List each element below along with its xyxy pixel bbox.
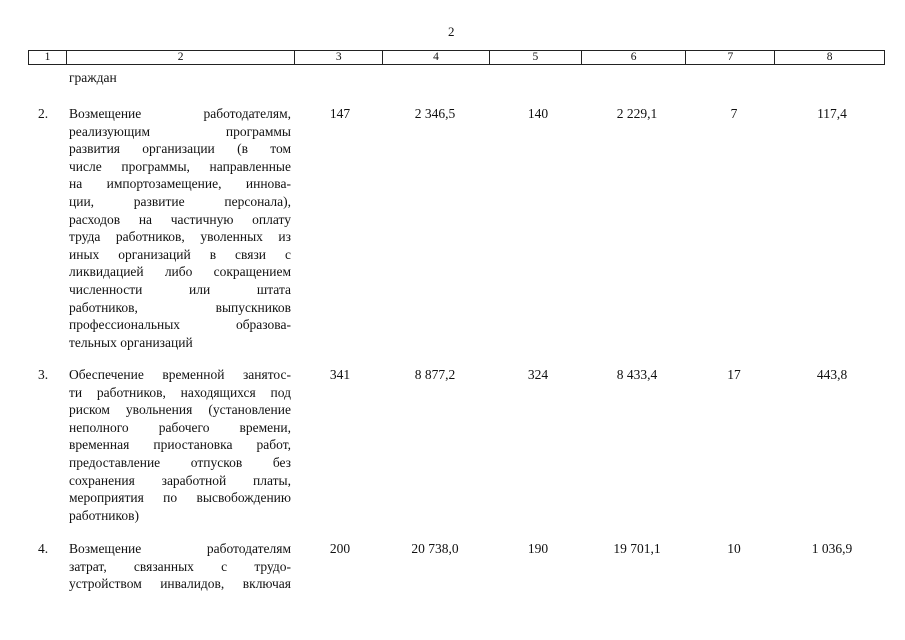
continuation-text: граждан (69, 70, 117, 85)
desc-line: развития организации (в том (69, 141, 291, 157)
page-number: 2 (448, 24, 455, 39)
row-description (69, 540, 291, 593)
desc-line: работников) (69, 507, 140, 523)
row-index: 2. (38, 106, 49, 121)
cell-col-8: 117,4 (817, 106, 847, 121)
header-col-7: 7 (686, 51, 775, 64)
desc-line: Возмещение работодателям, (69, 106, 291, 121)
cell-col-4: 2 346,5 (414, 106, 456, 121)
desc-line: затрат, связанных с трудо- (69, 558, 291, 574)
cell-col-8: 443,8 (816, 367, 848, 382)
desc-line: профессиональных образова- (69, 317, 291, 333)
desc-line: тельных организаций (69, 334, 193, 350)
desc-line: ликвидацией либо сокращением (69, 264, 291, 280)
desc-line: временная приостановка работ, (69, 437, 291, 453)
row-description (69, 105, 291, 351)
cell-col-3: 200 (329, 541, 351, 556)
cell-col-4: 20 738,0 (411, 541, 459, 556)
desc-line: Обеспечение временной занятос- (69, 367, 291, 382)
desc-line: ции, развитие персонала), (69, 193, 291, 209)
cell-col-8: 1 036,9 (811, 541, 853, 556)
table-header-row (28, 50, 885, 65)
cell-col-3: 341 (329, 367, 351, 382)
desc-line: предоставление отпусков без (69, 454, 291, 470)
header-col-3: 3 (295, 51, 383, 64)
cell-col-3: 147 (329, 106, 351, 121)
cell-col-5: 140 (527, 106, 549, 121)
desc-line: реализующим программы (69, 123, 291, 139)
desc-line: мероприятия по высвобождению (69, 490, 291, 506)
header-col-4: 4 (383, 51, 490, 64)
cell-col-6: 19 701,1 (613, 541, 661, 556)
cell-col-7: 10 (727, 541, 741, 556)
header-col-5: 5 (490, 51, 582, 64)
desc-line: иных организаций в связи с (69, 246, 291, 262)
cell-col-4: 8 877,2 (414, 367, 456, 382)
row-description (69, 366, 291, 524)
row-index: 3. (38, 367, 49, 382)
desc-line: сохранения заработной платы, (69, 472, 291, 488)
desc-line: расходов на частичную оплату (69, 211, 291, 227)
row-index: 4. (38, 541, 49, 556)
cell-col-5: 324 (527, 367, 549, 382)
cell-col-7: 7 (730, 106, 738, 121)
cell-col-7: 17 (727, 367, 741, 382)
desc-line: труда работников, уволенных из (69, 229, 291, 245)
header-col-8: 8 (826, 51, 833, 63)
header-col-1: 1 (29, 51, 67, 64)
cell-col-5: 190 (527, 541, 549, 556)
desc-line: работников, выпускников (69, 299, 291, 315)
header-col-6: 6 (582, 51, 687, 64)
desc-line: на импортозамещение, иннова- (69, 176, 291, 192)
desc-line: устройством инвалидов, включая (69, 576, 291, 592)
header-col-2: 2 (67, 51, 295, 64)
desc-line: численности или штата (69, 281, 291, 297)
desc-line: риском увольнения (установление (69, 402, 291, 418)
desc-line: числе программы, направленные (69, 158, 291, 174)
desc-line: ти работников, находящихся под (69, 384, 291, 400)
cell-col-6: 8 433,4 (616, 367, 658, 382)
desc-line: Возмещение работодателям (69, 541, 291, 556)
cell-col-6: 2 229,1 (616, 106, 658, 121)
desc-line: неполного рабочего времени, (69, 419, 291, 435)
